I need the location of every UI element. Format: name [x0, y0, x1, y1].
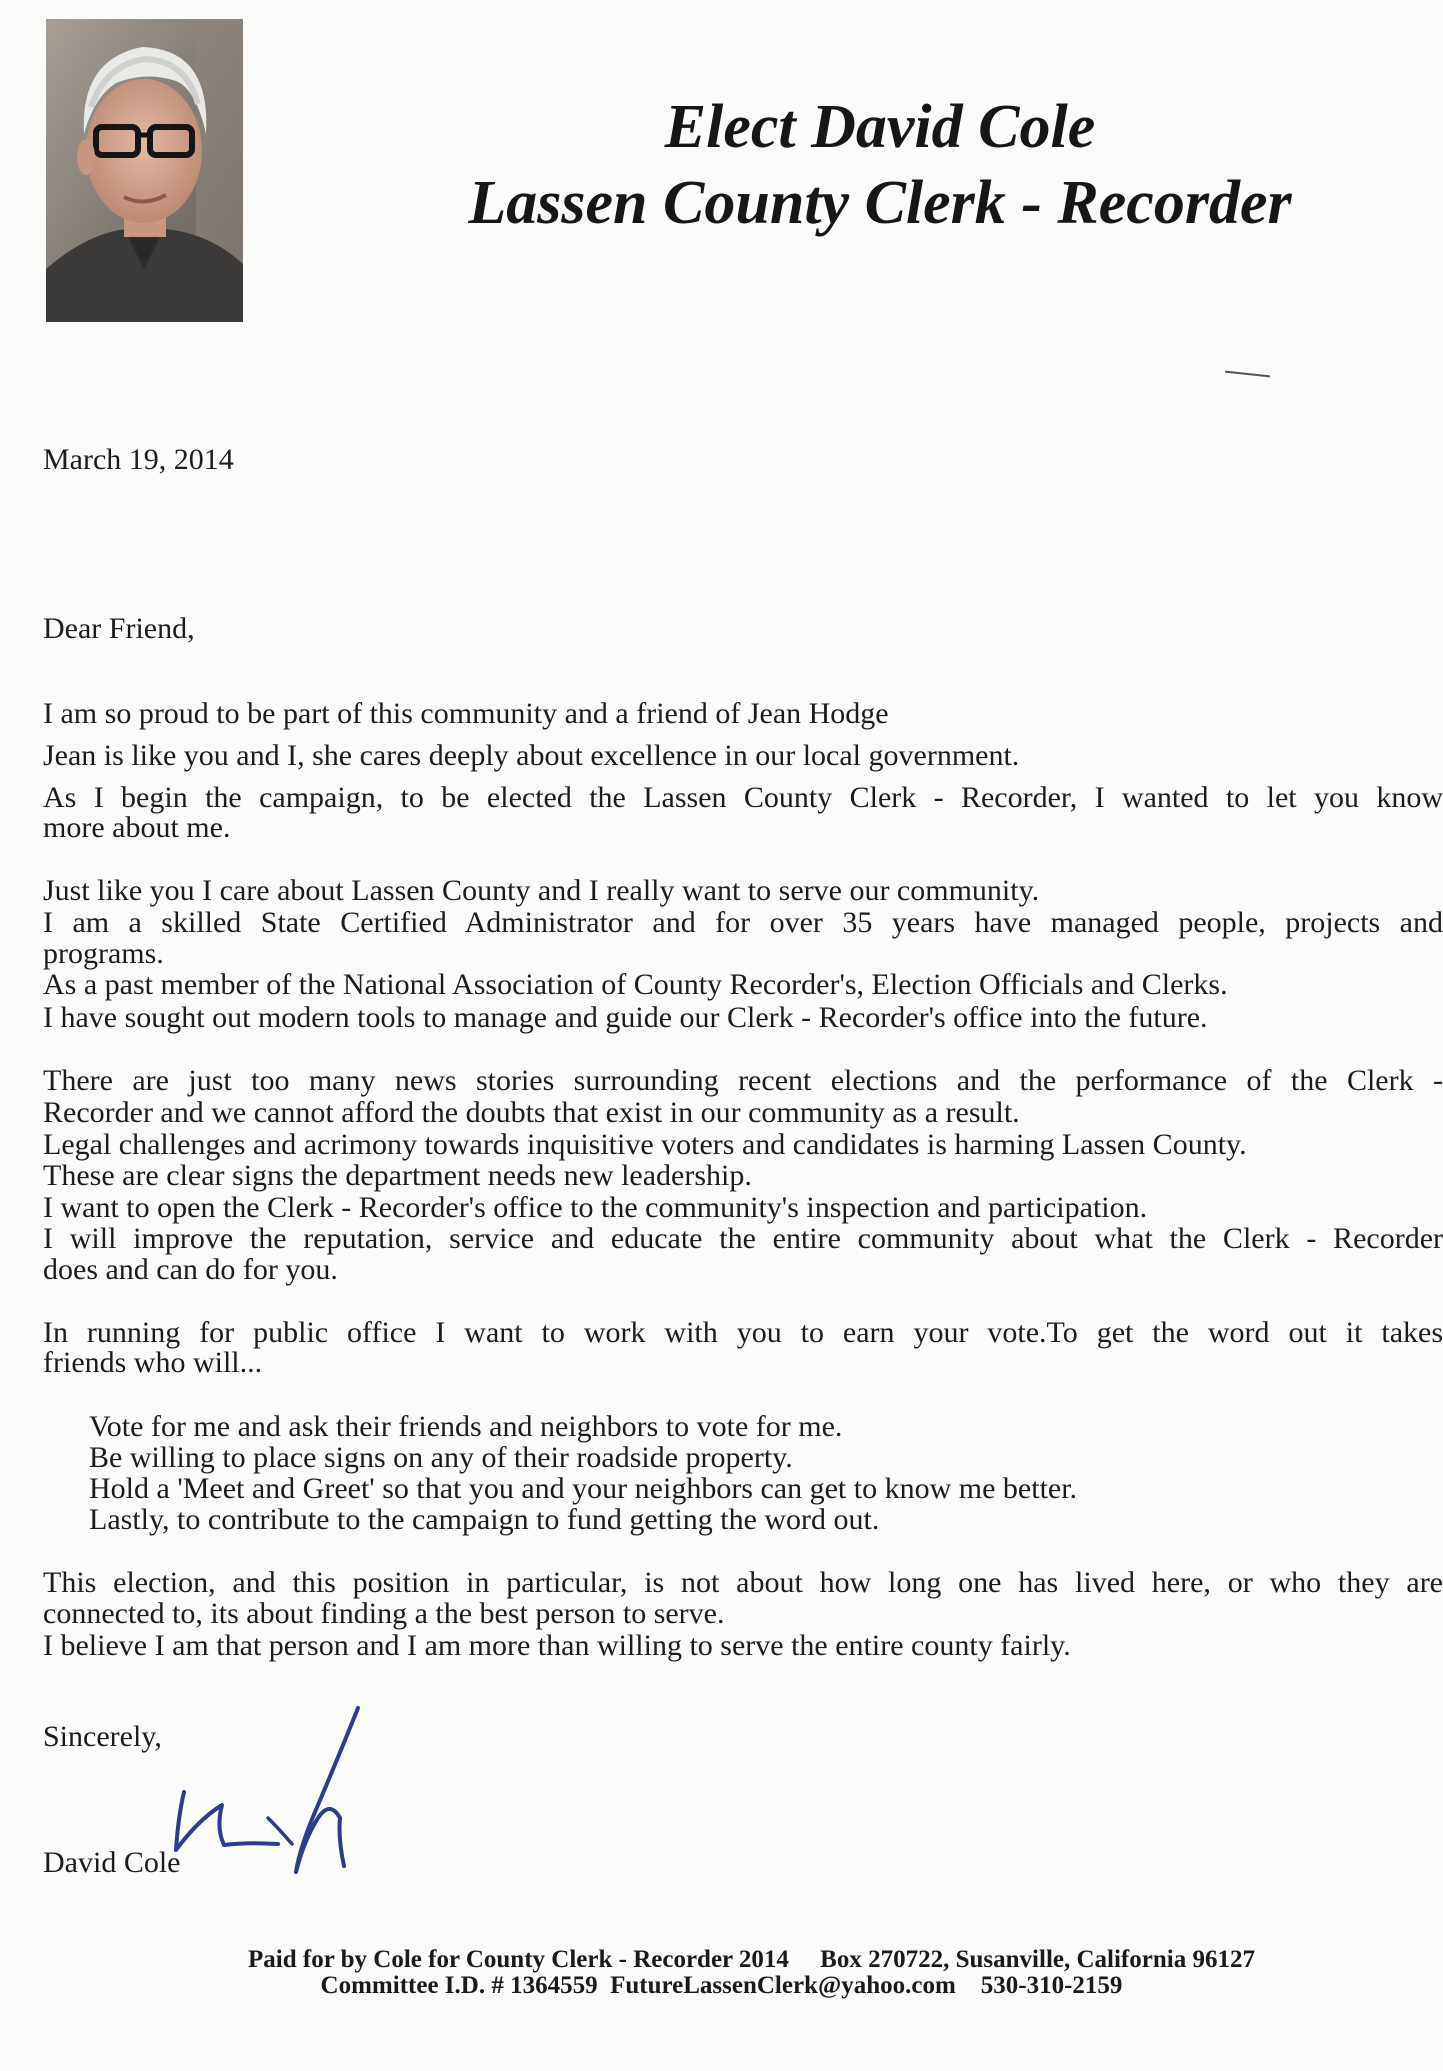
body-line: does and can do for you. — [43, 1253, 338, 1286]
title-line-1: Elect David Cole — [664, 93, 1096, 161]
handwritten-signature — [168, 1700, 408, 1890]
footer-paid-for-line: Paid for by Cole for County Clerk - Recorder 2014 Box 270722, Susanville, California 96127 — [248, 1946, 1255, 1973]
body-line: connected to, its about finding a the best person to serve. — [43, 1597, 725, 1630]
list-item: Vote for me and ask their friends and neighbors to vote for me. — [89, 1410, 843, 1443]
body-line: In running for public office I want to work with you to earn your vote.To get the word out it takes — [43, 1316, 1443, 1349]
title-line-2: Lassen County Clerk - Recorder — [468, 169, 1292, 237]
letter-greeting: Dear Friend, — [43, 612, 195, 645]
footer-contact-line: Committee I.D. # 1364559 FutureLassenClerk@yahoo.com 530-310-2159 — [320, 1972, 1123, 1999]
body-line: programs. — [43, 937, 164, 970]
body-line: I believe I am that person and I am more than willing to serve the entire county fairly. — [43, 1629, 1071, 1662]
body-line: I want to open the Clerk - Recorder's office to the community's inspection and participation. — [43, 1191, 1148, 1224]
signature-name: David Cole — [43, 1846, 181, 1879]
body-line: As I begin the campaign, to be elected the Lassen County Clerk - Recorder, I wanted to let you know — [43, 781, 1443, 814]
body-line: These are clear signs the department needs new leadership. — [43, 1159, 752, 1192]
body-line: Recorder and we cannot afford the doubts that exist in our community as a result. — [43, 1096, 1020, 1129]
body-line: Just like you I care about Lassen County and I really want to serve our community. — [43, 874, 1040, 907]
body-line: I have sought out modern tools to manage and guide our Clerk - Recorder's office into the future. — [43, 1001, 1208, 1034]
candidate-portrait-icon — [46, 19, 243, 322]
body-line: As a past member of the National Association of County Recorder's, Election Officials and Clerks. — [43, 968, 1228, 1001]
body-line: I will improve the reputation, service and educate the entire community about what the Clerk - Recorder — [43, 1222, 1443, 1255]
body-line: I am a skilled State Certified Administrator and for over 35 years have managed people, projects and — [43, 906, 1443, 939]
letter-date: March 19, 2014 — [43, 443, 234, 476]
list-item: Lastly, to contribute to the campaign to fund getting the word out. — [89, 1503, 880, 1536]
body-line: There are just too many news stories surrounding recent elections and the performance of the Clerk - — [43, 1064, 1443, 1097]
stray-mark — [1225, 371, 1270, 378]
body-line: Jean is like you and I, she cares deeply about excellence in our local government. — [43, 739, 1020, 772]
candidate-photo — [46, 19, 243, 322]
body-line: This election, and this position in particular, is not about how long one has lived here, or who they are — [43, 1566, 1443, 1599]
list-item: Hold a 'Meet and Greet' so that you and your neighbors can get to know me better. — [89, 1472, 1078, 1505]
body-line: more about me. — [43, 811, 231, 844]
letter-closing: Sincerely, — [43, 1720, 162, 1753]
body-line: I am so proud to be part of this community and a friend of Jean Hodge — [43, 697, 889, 730]
list-item: Be willing to place signs on any of their roadside property. — [89, 1441, 793, 1474]
body-line: friends who will... — [43, 1346, 263, 1379]
body-line: Legal challenges and acrimony towards inquisitive voters and candidates is harming Lassen County. — [43, 1128, 1247, 1161]
